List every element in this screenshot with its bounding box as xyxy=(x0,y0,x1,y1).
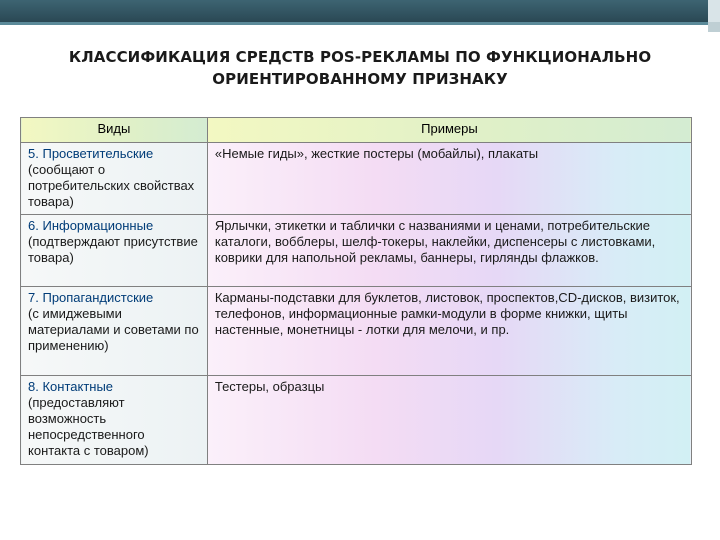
examples-cell: Тестеры, образцы xyxy=(207,376,691,465)
slide-title xyxy=(0,46,720,90)
kind-number: 5. xyxy=(28,146,43,161)
corner-strip xyxy=(708,22,720,32)
kind-number: 8. xyxy=(28,379,43,394)
kind-cell xyxy=(21,143,208,215)
kind-description: (сообщают о потребительских свойствах товара) xyxy=(28,162,195,209)
kind-description: (предоставляют возможность непосредственного контакта с товаром) xyxy=(28,395,149,458)
top-accent-line xyxy=(0,22,708,25)
slide-title-line-1: КЛАССИФИКАЦИЯ СРЕДСТВ POS-РЕКЛАМЫ ПО ФУНКЦИОНАЛЬНО xyxy=(68,48,652,66)
kind-cell xyxy=(21,287,208,376)
kind-name: Информационные xyxy=(42,218,154,233)
examples-cell: Ярлычки, этикетки и таблички с названиями и ценами, потребительские каталоги, вобблеры, шелф-токеры, наклейки, диспенсеры с листовками, коврики для напольной рекламы, баннеры, гирлянды флажков. xyxy=(207,215,691,287)
kind-number: 6. xyxy=(28,218,43,233)
kind-description: (с имиджевыми материалами и советами по применению) xyxy=(28,306,199,353)
kind-name: Контактные xyxy=(42,379,114,394)
kind-cell xyxy=(21,215,208,287)
kind-description: (подтверждают присутствие товара) xyxy=(28,234,198,265)
table-row xyxy=(21,143,692,215)
kind-name: Пропагандистские xyxy=(42,290,154,305)
top-decor-bar xyxy=(0,0,720,22)
table-header-row xyxy=(21,118,692,143)
classification-table xyxy=(20,117,692,465)
kind-cell xyxy=(21,376,208,465)
top-decor-bar-corner xyxy=(708,0,720,22)
examples-cell: «Немые гиды», жесткие постеры (мобайлы), плакаты xyxy=(207,143,691,215)
kind-name: Просветительские xyxy=(42,146,154,161)
header-kinds: Виды xyxy=(21,118,208,143)
kind-number: 7. xyxy=(28,290,43,305)
table-row xyxy=(21,287,692,376)
table-row xyxy=(21,376,692,465)
table-row xyxy=(21,215,692,287)
examples-cell: Карманы-подставки для буклетов, листовок, проспектов,CD-дисков, визиток, телефонов, информационные рамки-модули в форме книжки, щиты настенные, монетницы - лотки для мелочи, и пр. xyxy=(207,287,691,376)
slide-title-line-2: ОРИЕНТИРОВАННОМУ ПРИЗНАКУ xyxy=(212,70,508,88)
header-examples: Примеры xyxy=(207,118,691,143)
top-decor-bar-main xyxy=(0,0,708,22)
